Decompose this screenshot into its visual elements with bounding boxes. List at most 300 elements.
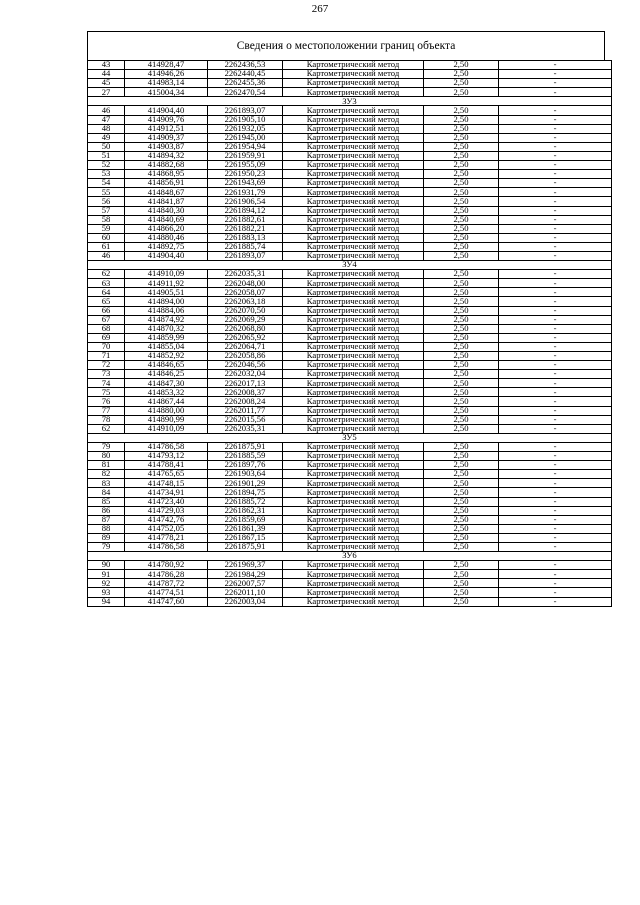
y-coordinate-cell: 2262058,86 xyxy=(208,352,283,361)
point-number-cell: 51 xyxy=(88,151,125,160)
point-number-cell: 72 xyxy=(88,361,125,370)
section-header-row xyxy=(88,97,612,106)
method-cell: Картометрический метод xyxy=(283,342,424,351)
table-row xyxy=(88,524,612,533)
y-coordinate-cell: 2262046,56 xyxy=(208,361,283,370)
description-cell: - xyxy=(499,506,612,515)
x-coordinate-cell: 414870,32 xyxy=(125,324,208,333)
method-cell: Картометрический метод xyxy=(283,388,424,397)
table-row xyxy=(88,361,612,370)
table-row xyxy=(88,597,612,606)
x-coordinate-cell: 414852,92 xyxy=(125,352,208,361)
point-number-cell: 56 xyxy=(88,197,125,206)
description-cell: - xyxy=(499,524,612,533)
point-number-cell: 62 xyxy=(88,424,125,433)
point-number-cell: 80 xyxy=(88,452,125,461)
accuracy-cell: 2,50 xyxy=(424,361,499,370)
document-title: Сведения о местоположении границ объекта xyxy=(236,40,456,52)
accuracy-cell: 2,50 xyxy=(424,452,499,461)
point-number-cell: 49 xyxy=(88,133,125,142)
point-number-cell: 54 xyxy=(88,179,125,188)
point-number-cell: 69 xyxy=(88,333,125,342)
y-coordinate-cell: 2262436,53 xyxy=(208,61,283,70)
point-number-cell: 81 xyxy=(88,461,125,470)
method-cell: Картометрический метод xyxy=(283,79,424,88)
accuracy-cell: 2,50 xyxy=(424,297,499,306)
method-cell: Картометрический метод xyxy=(283,233,424,242)
accuracy-cell: 2,50 xyxy=(424,106,499,115)
method-cell: Картометрический метод xyxy=(283,415,424,424)
description-cell: - xyxy=(499,297,612,306)
y-coordinate-cell: 2262011,77 xyxy=(208,406,283,415)
y-coordinate-cell: 2261875,91 xyxy=(208,542,283,551)
description-cell: - xyxy=(499,442,612,451)
method-cell: Картометрический метод xyxy=(283,524,424,533)
y-coordinate-cell: 2261859,69 xyxy=(208,515,283,524)
accuracy-cell: 2,50 xyxy=(424,161,499,170)
x-coordinate-cell: 414752,05 xyxy=(125,524,208,533)
x-coordinate-cell: 414840,69 xyxy=(125,215,208,224)
y-coordinate-cell: 2261950,23 xyxy=(208,170,283,179)
y-coordinate-cell: 2261875,91 xyxy=(208,442,283,451)
description-cell: - xyxy=(499,479,612,488)
table-row xyxy=(88,279,612,288)
method-cell: Картометрический метод xyxy=(283,297,424,306)
accuracy-cell: 2,50 xyxy=(424,488,499,497)
y-coordinate-cell: 2262068,80 xyxy=(208,324,283,333)
table-row xyxy=(88,224,612,233)
x-coordinate-cell: 414904,40 xyxy=(125,106,208,115)
table-row xyxy=(88,161,612,170)
table-row xyxy=(88,170,612,179)
accuracy-cell: 2,50 xyxy=(424,342,499,351)
method-cell: Картометрический метод xyxy=(283,161,424,170)
table-row xyxy=(88,251,612,260)
y-coordinate-cell: 2262015,56 xyxy=(208,415,283,424)
method-cell: Картометрический метод xyxy=(283,506,424,515)
point-number-cell: 64 xyxy=(88,288,125,297)
y-coordinate-cell: 2262470,54 xyxy=(208,88,283,97)
point-number-cell: 75 xyxy=(88,388,125,397)
accuracy-cell: 2,50 xyxy=(424,388,499,397)
description-cell: - xyxy=(499,197,612,206)
table-row xyxy=(88,415,612,424)
description-cell: - xyxy=(499,251,612,260)
point-number-cell: 82 xyxy=(88,470,125,479)
accuracy-cell: 2,50 xyxy=(424,279,499,288)
description-cell: - xyxy=(499,542,612,551)
table-row xyxy=(88,88,612,97)
table-row xyxy=(88,106,612,115)
method-cell: Картометрический метод xyxy=(283,597,424,606)
method-cell: Картометрический метод xyxy=(283,497,424,506)
method-cell: Картометрический метод xyxy=(283,588,424,597)
description-cell: - xyxy=(499,115,612,124)
table-row xyxy=(88,479,612,488)
point-number-cell: 86 xyxy=(88,506,125,515)
accuracy-cell: 2,50 xyxy=(424,251,499,260)
point-number-cell: 60 xyxy=(88,233,125,242)
point-number-cell: 62 xyxy=(88,270,125,279)
description-cell: - xyxy=(499,124,612,133)
x-coordinate-cell: 414786,58 xyxy=(125,542,208,551)
method-cell: Картометрический метод xyxy=(283,170,424,179)
y-coordinate-cell: 2262007,57 xyxy=(208,579,283,588)
point-number-cell: 52 xyxy=(88,161,125,170)
table-row xyxy=(88,533,612,542)
method-cell: Картометрический метод xyxy=(283,288,424,297)
method-cell: Картометрический метод xyxy=(283,333,424,342)
point-number-cell: 85 xyxy=(88,497,125,506)
accuracy-cell: 2,50 xyxy=(424,515,499,524)
method-cell: Картометрический метод xyxy=(283,424,424,433)
y-coordinate-cell: 2261954,94 xyxy=(208,142,283,151)
table-row xyxy=(88,179,612,188)
method-cell: Картометрический метод xyxy=(283,542,424,551)
method-cell: Картометрический метод xyxy=(283,570,424,579)
point-number-cell: 76 xyxy=(88,397,125,406)
method-cell: Картометрический метод xyxy=(283,124,424,133)
point-number-cell: 91 xyxy=(88,570,125,579)
accuracy-cell: 2,50 xyxy=(424,315,499,324)
x-coordinate-cell: 414866,20 xyxy=(125,224,208,233)
point-number-cell: 92 xyxy=(88,579,125,588)
point-number-cell: 93 xyxy=(88,588,125,597)
point-number-cell: 44 xyxy=(88,70,125,79)
table-row xyxy=(88,151,612,160)
point-number-cell: 43 xyxy=(88,61,125,70)
table-row xyxy=(88,579,612,588)
accuracy-cell: 2,50 xyxy=(424,197,499,206)
description-cell: - xyxy=(499,70,612,79)
x-coordinate-cell: 414748,15 xyxy=(125,479,208,488)
x-coordinate-cell: 414848,67 xyxy=(125,188,208,197)
x-coordinate-cell: 414846,25 xyxy=(125,370,208,379)
x-coordinate-cell: 414912,51 xyxy=(125,124,208,133)
accuracy-cell: 2,50 xyxy=(424,142,499,151)
x-coordinate-cell: 414847,30 xyxy=(125,379,208,388)
method-cell: Картометрический метод xyxy=(283,270,424,279)
y-coordinate-cell: 2261862,31 xyxy=(208,506,283,515)
x-coordinate-cell: 414909,76 xyxy=(125,115,208,124)
description-cell: - xyxy=(499,588,612,597)
description-cell: - xyxy=(499,61,612,70)
section-header-row xyxy=(88,261,612,270)
y-coordinate-cell: 2261945,00 xyxy=(208,133,283,142)
accuracy-cell: 2,50 xyxy=(424,461,499,470)
accuracy-cell: 2,50 xyxy=(424,242,499,251)
table-row xyxy=(88,497,612,506)
description-cell: - xyxy=(499,315,612,324)
description-cell: - xyxy=(499,370,612,379)
accuracy-cell: 2,50 xyxy=(424,224,499,233)
x-coordinate-cell: 414880,00 xyxy=(125,406,208,415)
description-cell: - xyxy=(499,324,612,333)
point-number-cell: 68 xyxy=(88,324,125,333)
point-number-cell: 65 xyxy=(88,297,125,306)
y-coordinate-cell: 2262008,37 xyxy=(208,388,283,397)
description-cell: - xyxy=(499,379,612,388)
table-row xyxy=(88,397,612,406)
description-cell: - xyxy=(499,306,612,315)
method-cell: Картометрический метод xyxy=(283,151,424,160)
method-cell: Картометрический метод xyxy=(283,70,424,79)
accuracy-cell: 2,50 xyxy=(424,188,499,197)
point-number-cell: 77 xyxy=(88,406,125,415)
x-coordinate-cell: 414905,51 xyxy=(125,288,208,297)
accuracy-cell: 2,50 xyxy=(424,533,499,542)
method-cell: Картометрический метод xyxy=(283,179,424,188)
accuracy-cell: 2,50 xyxy=(424,597,499,606)
x-coordinate-cell: 414928,47 xyxy=(125,61,208,70)
method-cell: Картометрический метод xyxy=(283,61,424,70)
accuracy-cell: 2,50 xyxy=(424,288,499,297)
accuracy-cell: 2,50 xyxy=(424,233,499,242)
y-coordinate-cell: 2261969,37 xyxy=(208,561,283,570)
point-number-cell: 58 xyxy=(88,215,125,224)
point-number-cell: 89 xyxy=(88,533,125,542)
y-coordinate-cell: 2262065,92 xyxy=(208,333,283,342)
table-row xyxy=(88,333,612,342)
section-header-row xyxy=(88,433,612,442)
method-cell: Картометрический метод xyxy=(283,579,424,588)
table-row xyxy=(88,324,612,333)
description-cell: - xyxy=(499,333,612,342)
table-row xyxy=(88,379,612,388)
method-cell: Картометрический метод xyxy=(283,279,424,288)
x-coordinate-cell: 414787,72 xyxy=(125,579,208,588)
table-row xyxy=(88,470,612,479)
y-coordinate-cell: 2261959,91 xyxy=(208,151,283,160)
description-cell: - xyxy=(499,515,612,524)
description-cell: - xyxy=(499,179,612,188)
table-row xyxy=(88,233,612,242)
x-coordinate-cell: 414723,40 xyxy=(125,497,208,506)
description-cell: - xyxy=(499,424,612,433)
description-cell: - xyxy=(499,170,612,179)
point-number-cell: 48 xyxy=(88,124,125,133)
x-coordinate-cell: 414911,92 xyxy=(125,279,208,288)
accuracy-cell: 2,50 xyxy=(424,306,499,315)
point-number-cell: 61 xyxy=(88,242,125,251)
point-number-cell: 94 xyxy=(88,597,125,606)
point-number-cell: 88 xyxy=(88,524,125,533)
table-row xyxy=(88,124,612,133)
point-number-cell: 79 xyxy=(88,442,125,451)
y-coordinate-cell: 2261885,59 xyxy=(208,452,283,461)
description-cell: - xyxy=(499,342,612,351)
description-cell: - xyxy=(499,161,612,170)
method-cell: Картометрический метод xyxy=(283,533,424,542)
point-number-cell: 53 xyxy=(88,170,125,179)
description-cell: - xyxy=(499,142,612,151)
description-cell: - xyxy=(499,397,612,406)
y-coordinate-cell: 2261882,21 xyxy=(208,224,283,233)
description-cell: - xyxy=(499,224,612,233)
x-coordinate-cell: 414778,21 xyxy=(125,533,208,542)
x-coordinate-cell: 415004,34 xyxy=(125,88,208,97)
x-coordinate-cell: 414880,46 xyxy=(125,233,208,242)
method-cell: Картометрический метод xyxy=(283,115,424,124)
y-coordinate-cell: 2262011,10 xyxy=(208,588,283,597)
point-number-cell: 66 xyxy=(88,306,125,315)
table-row xyxy=(88,188,612,197)
y-coordinate-cell: 2262003,04 xyxy=(208,597,283,606)
accuracy-cell: 2,50 xyxy=(424,79,499,88)
y-coordinate-cell: 2261883,13 xyxy=(208,233,283,242)
x-coordinate-cell: 414786,28 xyxy=(125,570,208,579)
method-cell: Картометрический метод xyxy=(283,224,424,233)
y-coordinate-cell: 2261943,69 xyxy=(208,179,283,188)
y-coordinate-cell: 2261897,76 xyxy=(208,461,283,470)
x-coordinate-cell: 414946,26 xyxy=(125,70,208,79)
x-coordinate-cell: 414840,30 xyxy=(125,206,208,215)
table-row xyxy=(88,442,612,451)
point-number-cell: 47 xyxy=(88,115,125,124)
accuracy-cell: 2,50 xyxy=(424,506,499,515)
description-cell: - xyxy=(499,206,612,215)
y-coordinate-cell: 2262063,18 xyxy=(208,297,283,306)
method-cell: Картометрический метод xyxy=(283,361,424,370)
table-row xyxy=(88,288,612,297)
x-coordinate-cell: 414909,37 xyxy=(125,133,208,142)
description-cell: - xyxy=(499,561,612,570)
x-coordinate-cell: 414903,87 xyxy=(125,142,208,151)
description-cell: - xyxy=(499,106,612,115)
table-row xyxy=(88,561,612,570)
x-coordinate-cell: 414894,32 xyxy=(125,151,208,160)
accuracy-cell: 2,50 xyxy=(424,333,499,342)
accuracy-cell: 2,50 xyxy=(424,324,499,333)
table-row xyxy=(88,542,612,551)
table-row xyxy=(88,70,612,79)
y-coordinate-cell: 2261932,05 xyxy=(208,124,283,133)
coordinates-table xyxy=(87,60,612,607)
method-cell: Картометрический метод xyxy=(283,324,424,333)
table-row xyxy=(88,142,612,151)
y-coordinate-cell: 2261905,10 xyxy=(208,115,283,124)
table-row xyxy=(88,206,612,215)
y-coordinate-cell: 2262064,71 xyxy=(208,342,283,351)
accuracy-cell: 2,50 xyxy=(424,151,499,160)
description-cell: - xyxy=(499,488,612,497)
y-coordinate-cell: 2262035,31 xyxy=(208,270,283,279)
method-cell: Картометрический метод xyxy=(283,251,424,260)
accuracy-cell: 2,50 xyxy=(424,588,499,597)
description-cell: - xyxy=(499,579,612,588)
point-number-cell: 59 xyxy=(88,224,125,233)
description-cell: - xyxy=(499,79,612,88)
x-coordinate-cell: 414868,95 xyxy=(125,170,208,179)
y-coordinate-cell: 2262032,04 xyxy=(208,370,283,379)
x-coordinate-cell: 414846,65 xyxy=(125,361,208,370)
description-cell: - xyxy=(499,452,612,461)
accuracy-cell: 2,50 xyxy=(424,470,499,479)
description-cell: - xyxy=(499,470,612,479)
description-cell: - xyxy=(499,279,612,288)
y-coordinate-cell: 2261885,74 xyxy=(208,242,283,251)
method-cell: Картометрический метод xyxy=(283,561,424,570)
x-coordinate-cell: 414855,04 xyxy=(125,342,208,351)
x-coordinate-cell: 414882,68 xyxy=(125,161,208,170)
table-row xyxy=(88,461,612,470)
y-coordinate-cell: 2261867,15 xyxy=(208,533,283,542)
table-row xyxy=(88,424,612,433)
point-number-cell: 71 xyxy=(88,352,125,361)
method-cell: Картометрический метод xyxy=(283,406,424,415)
table-row xyxy=(88,370,612,379)
accuracy-cell: 2,50 xyxy=(424,170,499,179)
table-row xyxy=(88,297,612,306)
table-row xyxy=(88,79,612,88)
description-cell: - xyxy=(499,361,612,370)
x-coordinate-cell: 414904,40 xyxy=(125,251,208,260)
description-cell: - xyxy=(499,288,612,297)
point-number-cell: 63 xyxy=(88,279,125,288)
method-cell: Картометрический метод xyxy=(283,242,424,251)
accuracy-cell: 2,50 xyxy=(424,561,499,570)
method-cell: Картометрический метод xyxy=(283,479,424,488)
method-cell: Картометрический метод xyxy=(283,442,424,451)
accuracy-cell: 2,50 xyxy=(424,88,499,97)
accuracy-cell: 2,50 xyxy=(424,61,499,70)
point-number-cell: 70 xyxy=(88,342,125,351)
x-coordinate-cell: 414894,00 xyxy=(125,297,208,306)
description-cell: - xyxy=(499,388,612,397)
y-coordinate-cell: 2262058,07 xyxy=(208,288,283,297)
point-number-cell: 73 xyxy=(88,370,125,379)
point-number-cell: 67 xyxy=(88,315,125,324)
method-cell: Картометрический метод xyxy=(283,306,424,315)
x-coordinate-cell: 414788,41 xyxy=(125,461,208,470)
point-number-cell: 55 xyxy=(88,188,125,197)
description-cell: - xyxy=(499,533,612,542)
accuracy-cell: 2,50 xyxy=(424,406,499,415)
method-cell: Картометрический метод xyxy=(283,315,424,324)
section-label: ЗУ3 xyxy=(88,97,612,106)
x-coordinate-cell: 414780,92 xyxy=(125,561,208,570)
accuracy-cell: 2,50 xyxy=(424,570,499,579)
y-coordinate-cell: 2261893,07 xyxy=(208,251,283,260)
description-cell: - xyxy=(499,570,612,579)
y-coordinate-cell: 2261882,61 xyxy=(208,215,283,224)
x-coordinate-cell: 414765,65 xyxy=(125,470,208,479)
accuracy-cell: 2,50 xyxy=(424,215,499,224)
x-coordinate-cell: 414910,09 xyxy=(125,270,208,279)
description-cell: - xyxy=(499,406,612,415)
accuracy-cell: 2,50 xyxy=(424,124,499,133)
method-cell: Картометрический метод xyxy=(283,142,424,151)
method-cell: Картометрический метод xyxy=(283,215,424,224)
table-row xyxy=(88,270,612,279)
method-cell: Картометрический метод xyxy=(283,352,424,361)
table-row xyxy=(88,588,612,597)
accuracy-cell: 2,50 xyxy=(424,415,499,424)
x-coordinate-cell: 414884,06 xyxy=(125,306,208,315)
method-cell: Картометрический метод xyxy=(283,397,424,406)
x-coordinate-cell: 414734,91 xyxy=(125,488,208,497)
method-cell: Картометрический метод xyxy=(283,379,424,388)
description-cell: - xyxy=(499,88,612,97)
point-number-cell: 74 xyxy=(88,379,125,388)
point-number-cell: 45 xyxy=(88,79,125,88)
y-coordinate-cell: 2261861,39 xyxy=(208,524,283,533)
x-coordinate-cell: 414983,14 xyxy=(125,79,208,88)
point-number-cell: 78 xyxy=(88,415,125,424)
method-cell: Картометрический метод xyxy=(283,452,424,461)
section-label: ЗУ6 xyxy=(88,552,612,561)
y-coordinate-cell: 2261901,29 xyxy=(208,479,283,488)
